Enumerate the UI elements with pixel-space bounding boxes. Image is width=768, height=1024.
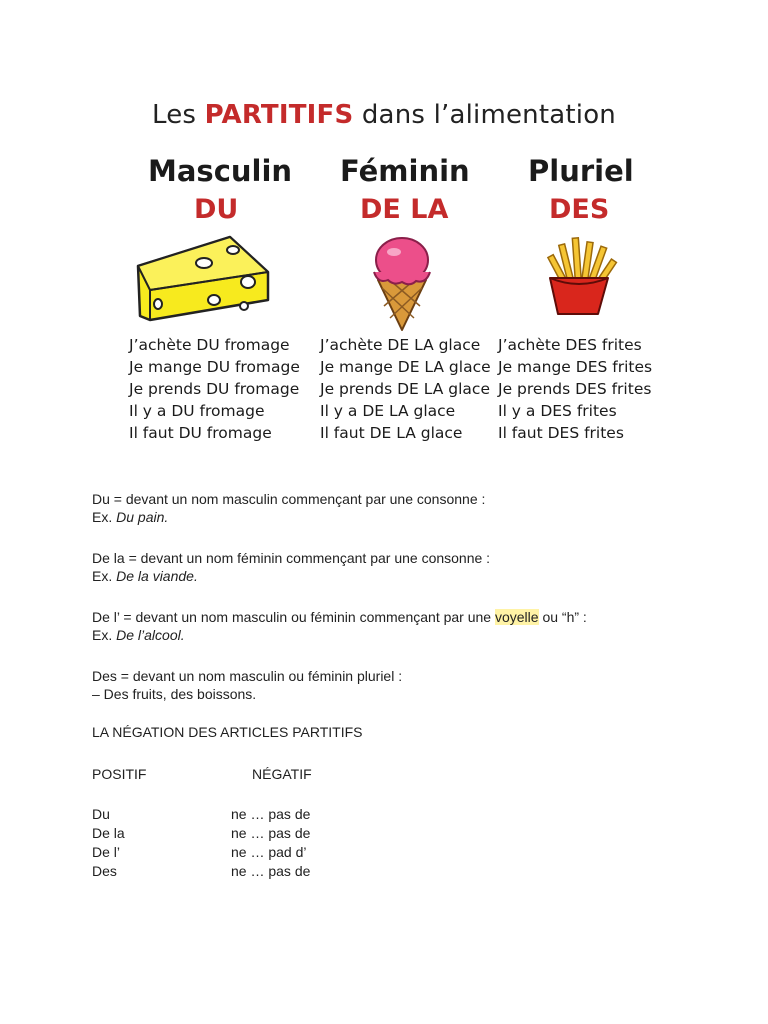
rule-example: Ex. De l’alcool.: [92, 627, 185, 643]
partitives-infographic: [0, 0, 768, 460]
rule-text: De l’ = devant un nom masculin ou féminin commençant par une voyelle ou “h” :: [92, 609, 587, 625]
phrase: Il faut DES frites: [498, 424, 624, 442]
rule-du: [92, 490, 692, 526]
column-masculin: [124, 150, 324, 228]
rule-de-la: [92, 549, 692, 585]
phrase: J’achète DE LA glace: [320, 336, 481, 354]
phrase: J’achète DU fromage: [129, 336, 290, 354]
phrase-list-masculin: [129, 334, 300, 444]
highlighted-word: voyelle: [494, 609, 539, 625]
phrase-list-pluriel: [498, 334, 652, 444]
phrase: Il faut DU fromage: [129, 424, 272, 442]
column-heading-pluriel: Pluriel: [528, 154, 634, 188]
negation-title: LA NÉGATION DES ARTICLES PARTITIFS: [92, 724, 363, 740]
rule-text: Du = devant un nom masculin commençant par une consonne :: [92, 491, 486, 507]
rule-example: – Des fruits, des boissons.: [92, 686, 257, 702]
phrase: Il y a DU fromage: [129, 402, 265, 420]
column-article-des: DES: [549, 194, 610, 225]
rule-de-l: [92, 608, 692, 644]
header-positive: POSITIF: [92, 766, 147, 782]
phrase: Je mange DU fromage: [129, 358, 300, 376]
phrase: Il y a DE LA glace: [320, 402, 456, 420]
cheese-image: [132, 232, 274, 324]
title-accent-word: PARTITIFS: [204, 100, 354, 130]
ice-cream-image: [364, 236, 440, 332]
column-heading-feminin: Féminin: [340, 154, 470, 188]
rule-text: Des = devant un nom masculin ou féminin pluriel :: [92, 668, 403, 684]
rule-text: De la = devant un nom féminin commençant par une consonne :: [92, 550, 491, 566]
phrase: Je prends DU fromage: [129, 380, 300, 398]
column-article-du: DU: [194, 194, 239, 225]
infographic-title: Les PARTITIFS dans l’alimentation: [152, 100, 616, 130]
phrase-list-feminin: [320, 334, 491, 444]
column-feminin: [314, 150, 514, 228]
phrase: Je prends DE LA glace: [320, 380, 490, 398]
column-heading-masculin: Masculin: [148, 154, 293, 188]
column-article-de-la: DE LA: [360, 194, 449, 225]
french-fries-image: [536, 234, 628, 318]
phrase: Je mange DE LA glace: [320, 358, 491, 376]
column-pluriel: [494, 150, 694, 228]
rule-example: Ex. De la viande.: [92, 568, 198, 584]
phrase: Je mange DES frites: [498, 358, 653, 376]
phrase: Il faut DE LA glace: [320, 424, 463, 442]
header-negative: NÉGATIF: [252, 766, 312, 782]
phrase: J’achète DES frites: [498, 336, 642, 354]
rule-des: [92, 667, 692, 703]
phrase: Il y a DES frites: [498, 402, 617, 420]
rule-example: Ex. Du pain.: [92, 509, 169, 525]
phrase: Je prends DES frites: [498, 380, 652, 398]
